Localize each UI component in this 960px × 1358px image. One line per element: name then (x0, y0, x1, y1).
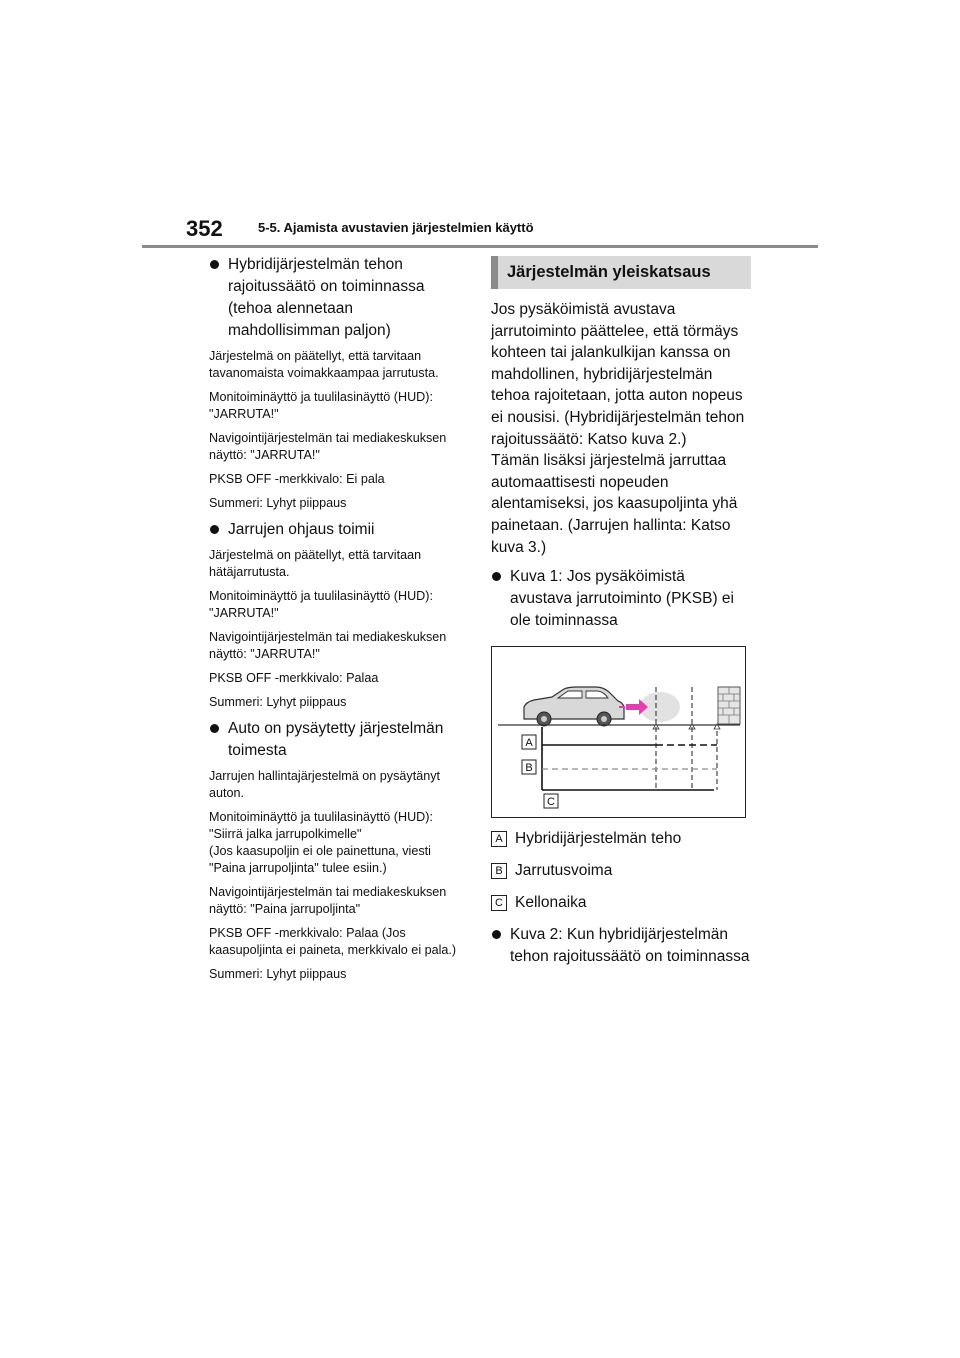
figure-1-diagram (491, 646, 746, 818)
wall-icon (718, 687, 740, 724)
detail-text: PKSB OFF -merkkivalo: Palaa (Jos kaasupoljinta ei paineta, merkkivalo ei pala.) (209, 926, 457, 957)
detail-text: Järjestelmä on päätellyt, että tarvitaan tavanomaista voimakkaampaa jarrutusta. (209, 349, 439, 380)
legend-item (491, 892, 751, 914)
legend-letter: C (491, 895, 507, 911)
legend-item (491, 828, 751, 850)
label-a: A (525, 737, 533, 750)
detail-text: Navigointijärjestelmän tai mediakeskuksen näyttö: "JARRUTA!" (209, 431, 447, 462)
figure-legend (491, 828, 751, 914)
bullet-title: Kuva 1: Jos pysäköimistä avustava jarrutoiminto (PKSB) ei ole toiminnassa (510, 568, 734, 630)
detail-text: Jarrujen hallintajärjestelmä on pysäytänyt auton. (209, 769, 441, 800)
label-b: B (525, 762, 533, 775)
detail-text: PKSB OFF -merkkivalo: Palaa (209, 671, 379, 685)
page-number: 352 (186, 216, 223, 241)
legend-letter: A (491, 831, 507, 847)
bullet-figure-1 (491, 566, 751, 632)
left-column (209, 254, 467, 990)
label-c: C (547, 796, 555, 809)
bullet-title: Kuva 2: Kun hybridijärjestelmän tehon rajoitussäätö on toiminnassa (510, 926, 750, 966)
bullet-power-limit (209, 254, 467, 342)
detail-text: Monitoiminäyttö ja tuulilasinäyttö (HUD): "JARRUTA!" (209, 589, 433, 620)
bullet-brake-control (209, 519, 467, 541)
car-icon (524, 687, 624, 726)
legend-text: Hybridijärjestelmän teho (515, 830, 682, 848)
bullet-dot-icon (492, 930, 501, 939)
legend-item (491, 860, 751, 882)
detail-text: PKSB OFF -merkkivalo: Ei pala (209, 472, 385, 486)
bullet-dot-icon (492, 572, 501, 581)
overview-paragraph: Jos pysäköimistä avustava jarrutoiminto päättelee, että törmäys kohteen tai jalankulkijan kanssa on mahdollinen, hybridijärjestelmän tehoa rajoitetaan, jotta auton nopeus ei nousisi. (Hybridijärjestelmän tehon rajoitussäätö: Katso kuva 2.) Tämän lisäksi järjestelmä jarruttaa automaattisesti nopeuden alentamiseksi, jos kaasupoljinta yhä painetaan. (Jarrujen hallinta: Katso kuva 3.) (491, 301, 745, 556)
detail-text: Navigointijärjestelmän tai mediakeskuksen näyttö: "Paina jarrupoljinta" (209, 885, 447, 916)
bullet-title: Hybridijärjestelmän tehon rajoitussäätö on toiminnassa (tehoa alennetaan mahdollisimman paljon) (228, 256, 425, 339)
bullet-stopped (209, 718, 467, 762)
legend-text: Jarrutusvoima (515, 862, 613, 880)
bullet-dot-icon (210, 724, 219, 733)
bullet-title: Auto on pysäytetty järjestelmän toimesta (228, 720, 444, 759)
header-divider (142, 245, 818, 248)
detail-text: Navigointijärjestelmän tai mediakeskuksen näyttö: "JARRUTA!" (209, 630, 447, 661)
detail-text: Monitoiminäyttö ja tuulilasinäyttö (HUD): "Siirrä jalka jarrupolkimelle" (Jos kaasupoljin ei ole painettuna, viesti "Paina jarrupoljinta" tulee esiin.) (209, 810, 433, 875)
detail-text: Summeri: Lyhyt piippaus (209, 695, 347, 709)
diagram-illustration (492, 647, 747, 819)
detail-text: Monitoiminäyttö ja tuulilasinäyttö (HUD): "JARRUTA!" (209, 390, 433, 421)
detail-text: Summeri: Lyhyt piippaus (209, 496, 347, 510)
section-title: 5-5. Ajamista avustavien järjestelmien käyttö (258, 220, 534, 235)
legend-text: Kellonaika (515, 894, 587, 912)
detail-text: Järjestelmä on päätellyt, että tarvitaan hätäjarrutusta. (209, 548, 422, 579)
detail-text: Summeri: Lyhyt piippaus (209, 967, 347, 981)
legend-letter: B (491, 863, 507, 879)
section-heading: Järjestelmän yleiskatsaus (491, 256, 751, 289)
bullet-title: Jarrujen ohjaus toimii (228, 521, 375, 538)
right-column (491, 254, 751, 968)
bullet-dot-icon (210, 525, 219, 534)
bullet-figure-2 (491, 924, 751, 968)
bullet-dot-icon (210, 260, 219, 269)
